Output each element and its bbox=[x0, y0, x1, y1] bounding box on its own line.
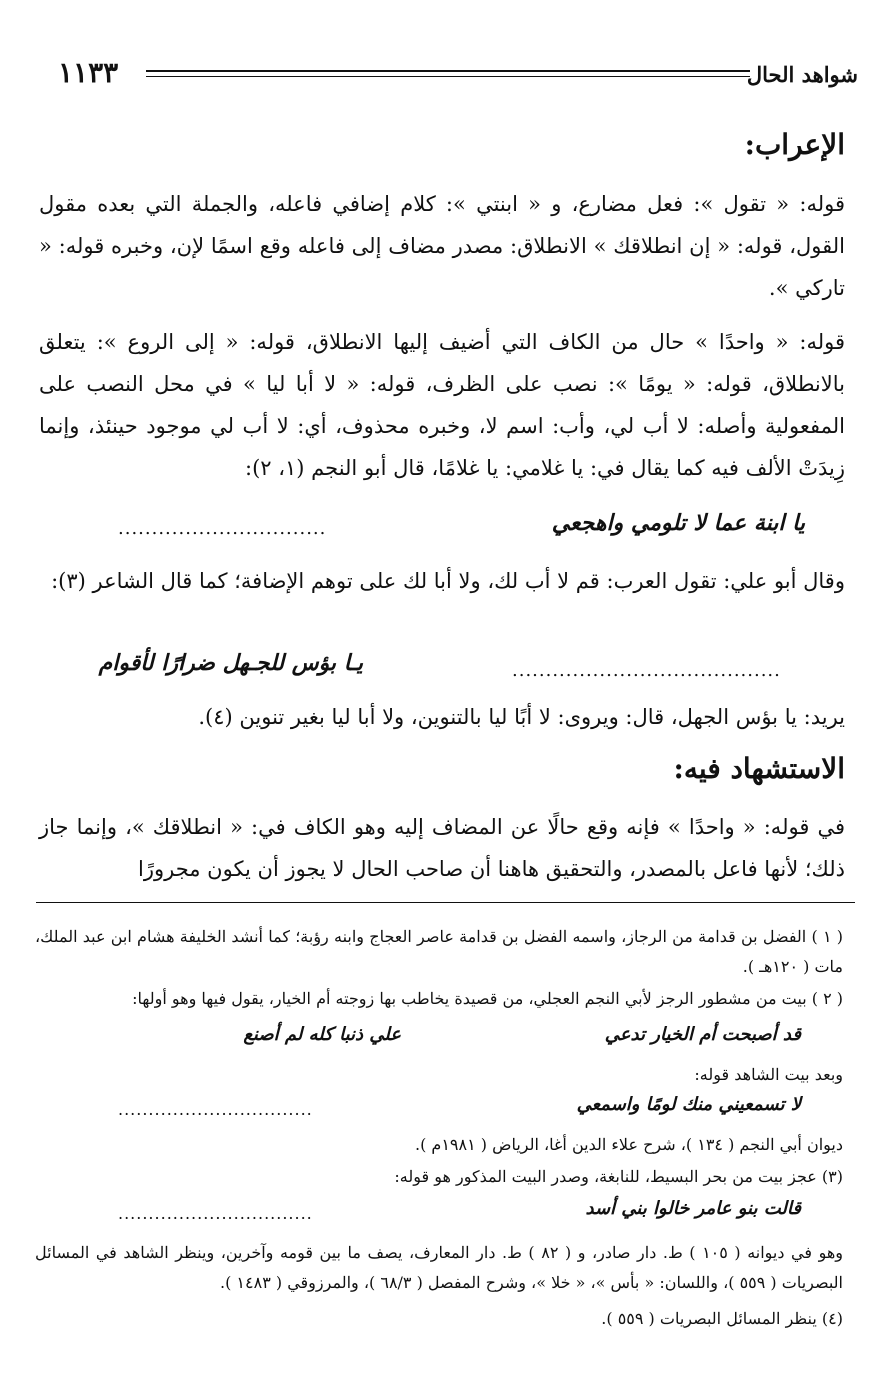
section-heading-istishhad: الاستشهاد فيه: bbox=[673, 752, 845, 785]
paragraph-2: قوله: « واحدًا » حال من الكاف التي أضيف إليها الانطلاق، قوله: « إلى الروع »: يتعلق بالانطلاق، قوله: « يومًا »: نصب على الظرف، قوله: « لا أبا ليا » في محل النصب على المفعولية وأصله: لا أب لي، وأب: اسم لا، وخبره محذوف، أي: لا أب لي موجود حينئذ، وإنما زِيدَتْ الألف فيه كما يقال في: يا غلامي: يا غلامًا، قال أبو النجم (١، ٢): bbox=[39, 330, 845, 480]
footnote-3-verse: قالت بنو عامر خالوا بني أسد bbox=[585, 1198, 801, 1219]
paragraph-1: قوله: « تقول »: فعل مضارع، و « ابنتي »: كلام إضافي فاعله، والجملة التي بعده مقول القول، قوله: « إن انطلاقك » الانطلاق: مصدر مضاف إلى فاعله وقع اسمًا لإن، وخبره قوله: « تاركي ». bbox=[39, 192, 845, 300]
verse-1-dots: ............................... bbox=[118, 518, 327, 539]
footnote-2: ( ٢ ) بيت من مشطور الرجز لأبي النجم العجلي، من قصيدة يخاطب بها زوجته أم الخيار، يقول فيها وهو أولها: bbox=[132, 989, 843, 1008]
footnote-4: (٤) ينظر المسائل البصريات ( ٥٥٩ ). bbox=[601, 1309, 843, 1328]
footnote-2-verse-second-half: علي ذنبا كله لم أصنع bbox=[243, 1024, 401, 1045]
footnote-1: ( ١ ) الفضل بن قدامة من الرجاز، واسمه الفضل بن قدامة عاصر العجاج وابنه رؤبة؛ كما أنشد الخليفة هشام ابن عبد الملك، مات ( ١٢٠هـ ). bbox=[35, 927, 843, 976]
header-rule-thin bbox=[146, 76, 750, 77]
paragraph-3: وقال أبو علي: تقول العرب: قم لا أب لك، ولا أبا لك على توهم الإضافة؛ كما قال الشاعر (٣): bbox=[51, 569, 845, 593]
verse-2: يـا بؤس للجـهل ضرارًا لأقوام bbox=[98, 650, 363, 676]
section-heading-irab: الإعراب: bbox=[744, 128, 845, 161]
footnote-separator bbox=[36, 902, 855, 903]
paragraph-4: يريد: يا بؤس الجهل، قال: ويروى: لا أبًا ليا بالتنوين، ولا أبا ليا بغير تنوين (٤). bbox=[198, 705, 845, 729]
footnote-3-verse-dots: ................................ bbox=[118, 1204, 313, 1223]
footnote-2-verse-first-half: قد أصبحت أم الخيار تدعي bbox=[604, 1024, 801, 1045]
footnote-2-source: ديوان أبي النجم ( ١٣٤ )، شرح علاء الدين أغا، الرياض ( ١٩٨١م ). bbox=[414, 1135, 843, 1154]
paragraph-5: في قوله: « واحدًا » فإنه وقع حالًا عن المضاف إليه وهو الكاف في: « انطلاقك »، وإنما جاز ذلك؛ لأنها فاعل بالمصدر، والتحقيق هاهنا أن صاحب الحال لا يجوز أن يكون مجرورًا bbox=[39, 815, 845, 881]
footnote-2-verse-2: لا تسمعيني منك لومًا واسمعي bbox=[576, 1094, 801, 1115]
verse-1: يا ابنة عما لا تلومي واهجعي bbox=[551, 510, 805, 536]
footnote-3: (٣) عجز بيت من بحر البسيط، للنابغة، وصدر البيت المذكور هو قوله: bbox=[394, 1167, 843, 1186]
running-header bbox=[58, 56, 858, 92]
verse-2-dots: ........................................ bbox=[512, 660, 781, 681]
header-rule bbox=[146, 70, 750, 72]
chapter-title: شواهد الحال bbox=[746, 62, 858, 87]
page-number: ١١٣٣ bbox=[58, 56, 119, 89]
footnote-2-verse-2-dots: ................................ bbox=[118, 1100, 313, 1119]
footnote-2-continuation: وبعد بيت الشاهد قوله: bbox=[694, 1065, 843, 1084]
footnote-3-source: وهو في ديوانه ( ١٠٥ ) ط. دار صادر، و ( ٨٢ ) ط. دار المعارف، يصف ما بين قومه وآخرين، وينظر الشاهد في المسائل البصريات ( ٥٥٩ )، واللسان: « بأس »، « خلا »، وشرح المفصل ( ٦٨/٣ )، والمرزوقي ( ١٤٨٣ ). bbox=[35, 1243, 844, 1292]
